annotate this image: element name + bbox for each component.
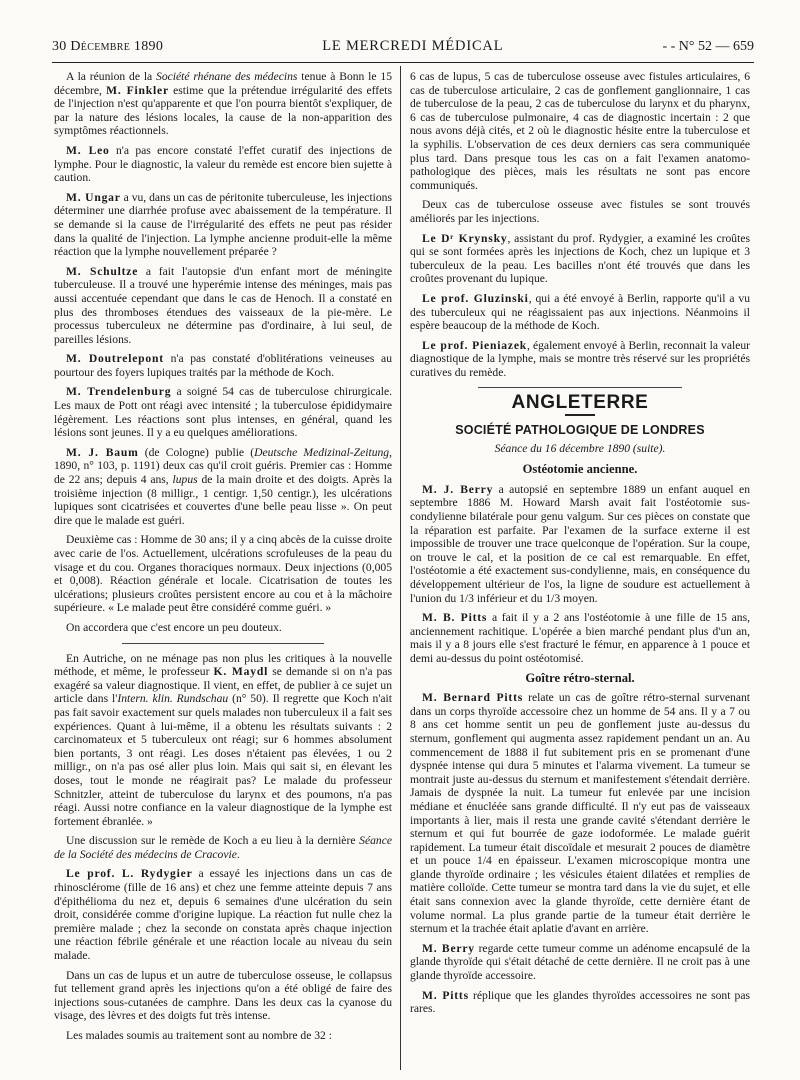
speaker-name: M. Doutrelepont [66,352,164,366]
section-separator [478,387,682,388]
paragraph-doutrelepont [54,352,392,379]
text: tenue à Bonn le 15 décembre, [54,70,392,97]
text: regarde cette tumeur comme un adénome encapsulé de la glande thyroïde qui s'était détaché de cette dernière. Il ne croit pas à une glande thyroïde accessoire. [410,941,750,983]
column-divider [400,66,401,1070]
paragraph-berry-reply [410,942,750,983]
paragraph-cracovie [54,834,392,861]
paragraph-finkler [54,70,392,138]
speaker-name: M. Bernard Pitts [422,691,524,705]
text: a fait l'autopsie d'un enfant mort de méningite tuberculeuse. Il a trouvé une hyperémie intense des méninges, mais pas aussi accentuée cependant que dans le cas de Henoch. Il a constaté en plus des thromboses étendues des vaisseaux de la pie-mère. Le processus tuberculeux ne détermine pas d'ordinaire, à lui seul, de pareilles lésions. [54,264,392,346]
paragraph-pieniazek [410,339,750,380]
journal-title: LE MERCREDI MÉDICAL [322,38,504,54]
paragraph-rydygier [54,867,392,962]
paragraph-cases: 6 cas de lupus, 5 cas de tuberculose osseuse avec fistules articulaires, 6 cas de tuberculose articulaire, 2 cas de gonflement ganglionnaire, 1 cas de tuberculose de la peau, 2 cas de tuberculose du larynx et du pharynx, 6 cas de tuberculose pulmonaire, 4 cas de diagnostic incertain : 2 que nous avons déjà cités, et 2 où le diagnostic hésite entre la tuberculose et la syphilis. L'observation de ces deux derniers cas sera communiquée plus tard. Dans presque tous les cas on a fait l'examen anatomo-pathologique des pièces, mais les résultats ne sont pas encore communiqués. [410,70,750,192]
speaker-name: M. Schultze [66,264,139,278]
country-heading: ANGLETERRE [511,392,649,414]
paragraph-leo [54,144,392,185]
session-date: Séance du 16 décembre 1890 (suite). [494,441,666,455]
speaker-name: M. B. Pitts [422,611,488,625]
text: se demande si on n'a pas exagéré sa valeur diagnostique. Il vient, en effet, de publier à ce sujet un article dans l' [54,665,392,706]
speaker-name: Le prof. Pieniazek [422,338,528,352]
society-name: Société rhénane des médecins [156,70,298,83]
text: Une discussion sur le remède de Koch a eu lieu à la dernière [66,834,360,848]
paragraph-pitts-reply [410,989,750,1016]
speaker-name: M. Leo [66,143,110,157]
text: A la réunion de la [66,70,157,83]
text: En Autriche, on ne ménage pas non plus les critiques à la nouvelle méthode, et même, le professeur [54,651,392,679]
text: a soigné 54 cas de tuberculose chirurgicale. Les maux de Pott ont réagi avec intensité ; la tuberculose épididymaire légèrement. Les réactions sont plus intenses, en général, quand les lésions sont jeunes. Il y a eu quelques améliorations. [54,385,392,440]
text: n'a pas encore constaté l'effet curatif des injections de lymphe. Pour le diagnostic, la valeur du remède est encore bien sujette à caution. [54,143,392,185]
speaker-name: M. Trendelenburg [66,385,172,399]
paragraph-gluzinski [410,292,750,333]
right-column [410,70,750,1070]
paragraph-trendelenburg [54,385,392,439]
speaker-name: M. Ungar [66,190,121,204]
paragraph-autriche [54,652,392,829]
speaker-name: M. Berry [422,941,475,955]
text: , assistant du prof. Rydygier, a examiné les croûtes qui se sont formées après les injections de Koch, chez un lupique et 3 tuberculeux de la peau. Les bacilles n'ont été trouvés que dans les croûtes provenant du lupique. [410,231,750,286]
paragraph-collapsus: Dans un cas de lupus et un autre de tuberculose osseuse, le collapsus fut tellement grand après les injections qu'on a été obligé de faire des injections sous-cutanées de camphre. Dans les deux cas la cyanose du visage, des lèvres et des doigts fut très intense. [54,968,392,1023]
text: (de Cologne) publie ( [138,445,255,459]
paragraph-berry [410,483,750,605]
speaker-name: M. J. Berry [422,482,494,496]
paragraph-doute: On accordera que c'est encore un peu douteux. [66,620,282,634]
journal-name: Intern. klin. Rundschau [117,692,229,706]
text: a essayé les injections dans un cas de rhinosclérome (fille de 16 ans) et chez une femme atteinte depuis 7 ans d'épithélioma du nez et, depuis 6 semaines d'une ulcération du sein droit, considérée comme d'origine lupique. La réaction fut nulle chez la première malade ; chez la seconde on constata après chaque injection une réaction fébrile générale et une réaction locale au niveau du sein malade. [54,867,392,963]
speaker-name: M. Pitts [422,988,469,1002]
text: . [236,847,240,861]
subheading-goitre: Goître rétro-sternal. [525,670,635,685]
speaker-name: M. J. Baum [66,445,139,459]
paragraph-pitts-osteo [410,611,750,665]
issue-date: 30 Décembre 1890 [52,39,164,54]
paragraph-baum [54,446,392,528]
paragraph-deuxieme-cas: Deuxième cas : Homme de 30 ans; il y a cinq abcès de la cuisse droite avec carie de l'os. Actuellement, ulcérations scrofuleuses de la peau du visage et du cou. Organes thoraciques normaux. Deux injections (0,005 et 0,008). Réaction générale et locale. Cicatrisation de toutes les ulcérations; plusieurs croûtes persistent encore au cou et à la mâchoire supérieure. « Le malade peut être considéré comme guéri. » [54,533,392,615]
term: lupus [172,473,198,487]
paragraph-bernard-pitts [410,691,750,936]
text: a fait il y a 2 ans l'ostéotomie à une fille de 15 ans, anciennement rachitique. L'opérée a bien marché pendant plus d'un an, mais il y a 8 jours elle s'est fracturé le fémur, en apparence à 1 pouce et demi au-dessus du point ostéotomisé. [410,611,750,665]
session-name: Séance de la Société des médecins de Cracovie [54,834,392,861]
left-column [54,70,392,1070]
page-number: - - N° 52 — 659 [662,39,754,54]
section-separator [122,643,325,644]
speaker-name: Le prof. Gluzinski [422,291,529,305]
paragraph-ungar [54,191,392,259]
society-heading: SOCIÉTÉ PATHOLOGIQUE DE LONDRES [455,423,705,438]
text: (n° 50). Il regrette que Koch n'ait pas fait savoir exactement sur quels malades non tuberculeux il a fait ses expériences. Quant à lui-même, il a obtenu les résultats suivants : 2 carcinomateux et 5 tuberculeux ont réagi; sur 6 hommes absolument bien portants, 3 ont réagi. Les doses n'étaient pas élevées, 1 ou 2 milligr., on n'a pas osé aller plus loin. Mais qui sait si, en élevant les doses, tout le monde ne réagirait pas? Le malade du professeur Schnitzler, atteint de tuberculose du larynx et des poumons, n'a pas réagi. Aussi notre confiance en la valeur diagnostique de la lymphe est fortement ébranlée. » [54,692,392,828]
text: , également envoyé à Berlin, reconnait la valeur diagnostique de la lymphe, mais se montre très réservé sur les propriétés curatives du remède. [410,338,750,379]
running-header [52,38,754,63]
speaker-name: Le Dʳ Krynsky [422,231,508,245]
text: a autopsié en septembre 1889 un enfant auquel en septembre 1886 M. Howard Marsh avait fait l'ostéotomie sus-condylienne bilatérale pour genu valgum. Sur ces pièces on constate que la réparation est parfaite. Par l'examen de la surface externe il est impossible de trouver une trace quelconque de l'opération. Sur la coupe, on trouve le cal, et la position de ce cal est remarquable. En effet, l'ostéotomie a été exactement sus-condylienne, mais, en conséquence du développement ultérieur de l'os, la ligne de soudure est actuellement à l'union du 1/3 inférieur et du 1/3 moyen. [410,482,750,605]
text: estime que la prétendue irrégularité des effets de l'injection n'est qu'apparente et que l'on pourra bientôt s'expliquer, de par la nature des lésions locales, la cause de la non-apparition des symptômes réactionnels. [54,83,392,138]
text: de la main droite et des doigts. Après la troisième injection (8 milligr., 1 centigr. 1,50 centigr.), les ulcérations lupiques sont cicatrisées et couvertes d'une belle peau lisse ». On peut dire que le malade est guéri. [54,473,392,527]
paragraph-osseuse: Deux cas de tuberculose osseuse avec fistules se sont trouvés améliorés par les injections. [410,198,750,225]
journal-name: Deutsche Medizinal-Zeitung [254,445,390,459]
paragraph-malades: Les malades soumis au traitement sont au nombre de 32 : [66,1029,332,1042]
text: a vu, dans un cas de péritonite tuberculeuse, les injections déterminer une diarrhée profuse avec abaissement de la température. Il se demande si la cause de l'irrégularité des effets ne peut pas résider dans la qualité de l'injection. La lymphe ancienne produit-elle la même réaction que la lymphe nouvellement préparée ? [54,190,392,259]
speaker-name: K. Maydl [213,665,269,679]
text: n'a pas constaté d'oblitérations veineuses au pourtour des foyers lupiques traités par la méthode de Koch. [54,352,392,379]
paragraph-schultze [54,265,392,347]
text: , qui a été envoyé à Berlin, rapporte qu'il a vu des tuberculeux qui ne réagissaient pas aux injections. Néanmoins il espère beaucoup de la méthode de Koch. [410,291,750,333]
text: , 1890, n° 103, p. 1191) deux cas qu'il croit guéris. Premier cas : Homme de 22 ans; depuis 4 ans, [54,445,392,487]
speaker-name: M. Finkler [106,83,169,97]
text: réplique que les glandes thyroïdes accessoires ne sont pas rares. [410,988,750,1016]
paragraph-krynsky [410,232,750,286]
heading-rule [565,414,595,416]
speaker-name: Le prof. L. Rydygier [66,867,193,881]
subheading-osteotomie: Ostéotomie ancienne. [522,462,638,477]
text: relate un cas de goître rétro-sternal survenant dans un corps thyroïde accessoire chez un homme de 54 ans. Il y a 7 ou 8 ans cet homme sentit un peu de gonflement juste au-dessus du sternum, gonflement qui augmenta assez rapidement pendant un an. Au commencement de 1888 il fut subitement pris en se promenant d'une dyspnée intense qui dura 5 minutes et l'alarma vivement. La tumeur se montrait juste au-dessus du sternum et manifestement s'étendait derrière. Jamais de dyspnée la nuit. La tumeur fut enlevée par une incision médiane et énucléée sans grande difficulté. Il n'y eut pas de vaisseaux importants à lier, mais il resta une grande cavité s'étendant derrière le sternum et qui fut bourrée de gaze iodoformée. Le malade guérit rapidement. La tumeur était discoïdale et mesurait 2 pouces de diamètre et un pouce 1/4 en épaisseur. L'examen microscopique montra une glande thyroïde ordinaire ; les vésicules étaient dilatées et remplies de matière colloïde. Cette tumeur se montra tard dans la vie du sujet, et elle était sans connexion avec la glande thyroïde, cette dernière étant de volume normal. La plus grande partie de la tumeur était derrière le sternum et la trachée était aplatie d'avant en arrière. [410,691,750,936]
